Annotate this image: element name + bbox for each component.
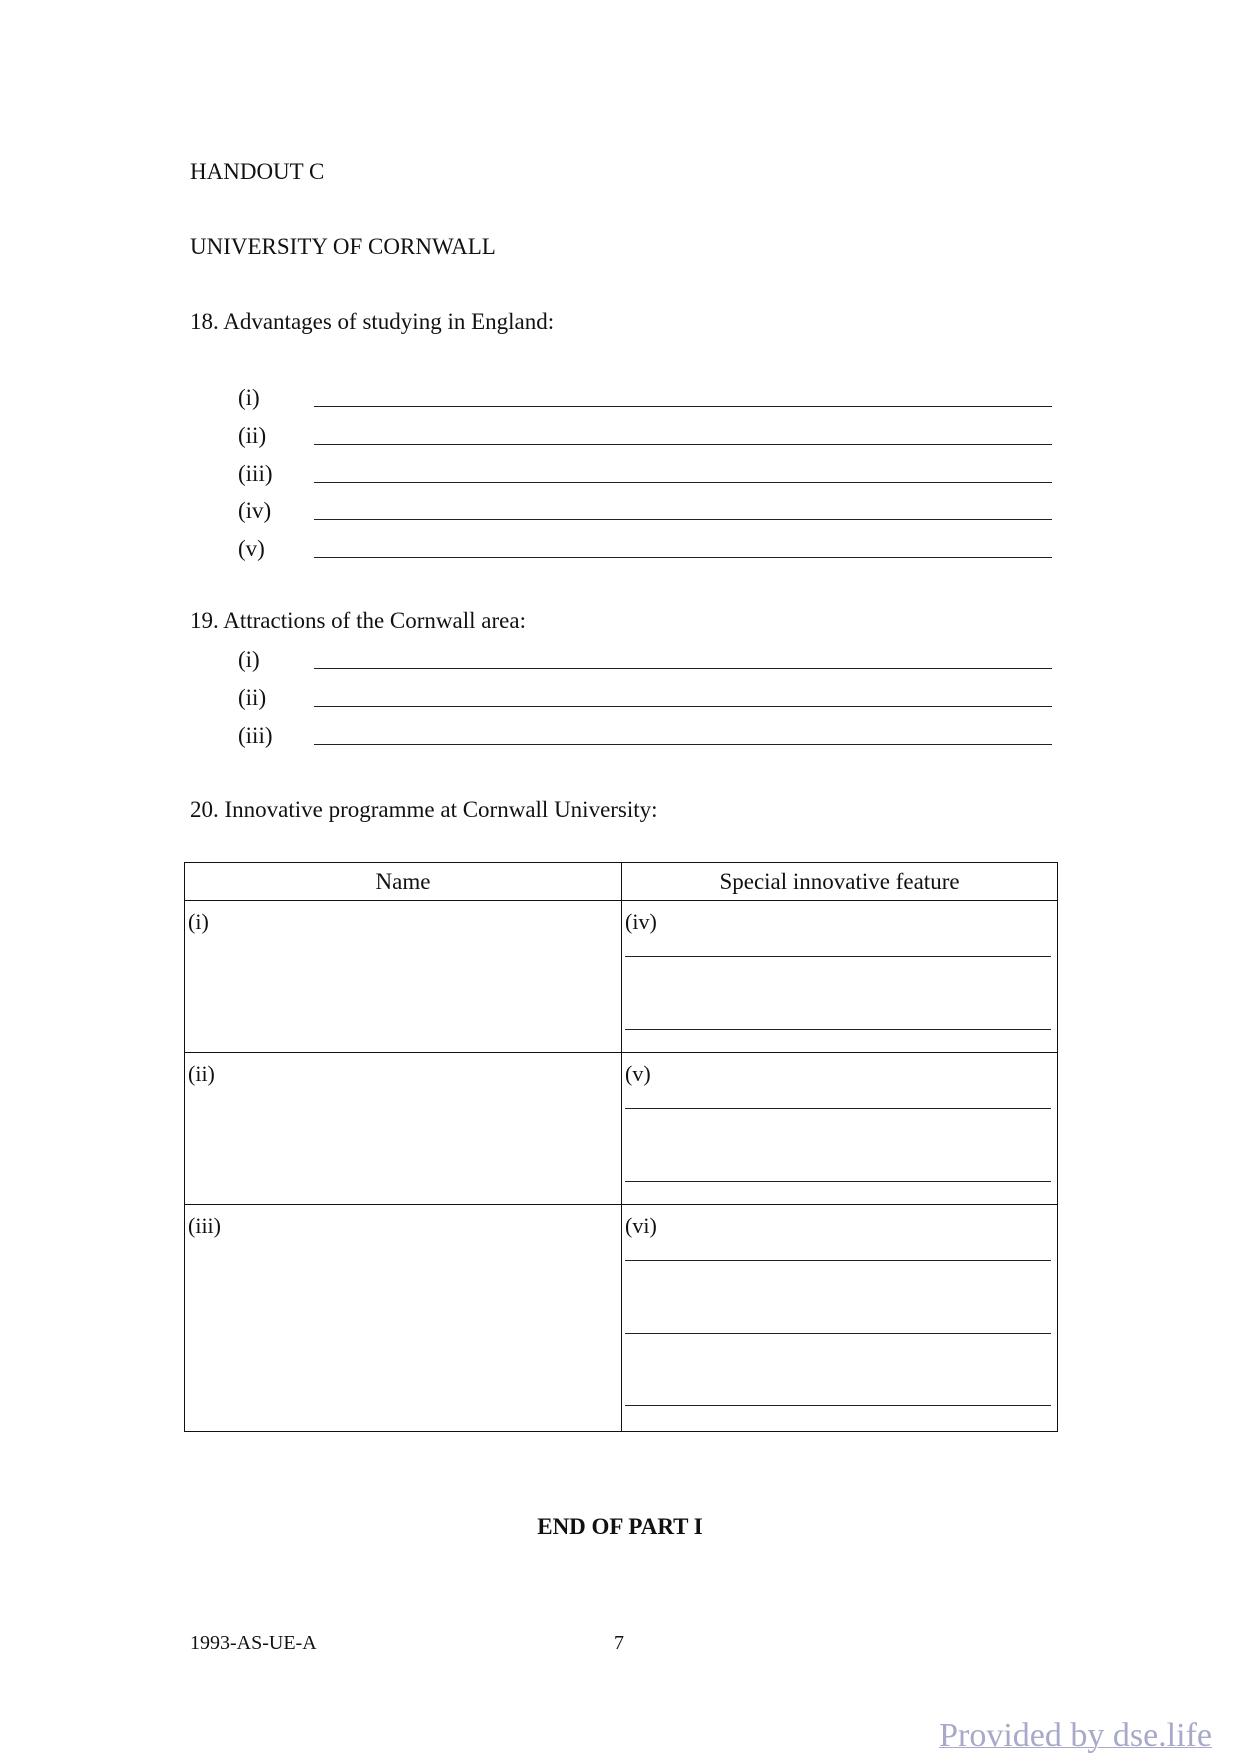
q19-answer-row	[238, 686, 1053, 712]
table-header-row	[185, 863, 1058, 901]
paper-code: 1993-AS-UE-A	[190, 1632, 317, 1654]
question-20-prompt: 20. Innovative programme at Cornwall University:	[190, 797, 658, 822]
q18-answer-line[interactable]	[314, 519, 1052, 520]
q19-answer-row	[238, 648, 1053, 674]
q18-answer-line[interactable]	[314, 406, 1052, 407]
feature-answer-line[interactable]	[625, 1029, 1051, 1030]
question-18-prompt: 18. Advantages of studying in England:	[190, 309, 555, 334]
q19-item-label: (ii)	[238, 685, 267, 710]
name-cell[interactable]	[185, 1205, 622, 1432]
end-of-part-title: END OF PART I	[537, 1514, 703, 1539]
q19-answer-row	[238, 724, 1053, 750]
q18-answer-row	[238, 386, 1053, 412]
feature-answer-line[interactable]	[625, 1405, 1051, 1406]
provided-by-watermark-link[interactable]: Provided by dse.life	[939, 1717, 1212, 1754]
feature-cell-label: (v)	[625, 1061, 651, 1086]
q19-answer-line[interactable]	[314, 706, 1052, 707]
name-cell-label: (iii)	[188, 1213, 221, 1238]
feature-answer-line[interactable]	[625, 1333, 1051, 1334]
feature-cell-label: (iv)	[625, 909, 657, 934]
q18-answer-row	[238, 462, 1053, 488]
page-number: 7	[614, 1632, 624, 1654]
q19-answer-line[interactable]	[314, 744, 1052, 745]
q18-answer-line[interactable]	[314, 482, 1052, 483]
handout-label: HANDOUT C	[190, 159, 325, 184]
q18-answer-line[interactable]	[314, 557, 1052, 558]
feature-cell[interactable]	[622, 1205, 1058, 1432]
name-cell[interactable]	[185, 1053, 622, 1205]
table-row	[185, 1053, 1058, 1205]
q19-item-label: (iii)	[238, 723, 273, 748]
feature-answer-line[interactable]	[625, 956, 1051, 957]
q18-item-label: (i)	[238, 385, 260, 410]
q19-item-label: (i)	[238, 647, 260, 672]
q18-item-label: (iii)	[238, 461, 273, 486]
q18-answer-row	[238, 499, 1053, 525]
programme-table	[184, 862, 1058, 1432]
table-row	[185, 901, 1058, 1053]
q18-item-label: (iv)	[238, 498, 272, 523]
q19-answer-line[interactable]	[314, 668, 1052, 669]
name-cell-label: (ii)	[188, 1061, 215, 1086]
university-name: UNIVERSITY OF CORNWALL	[190, 234, 496, 259]
feature-cell[interactable]	[622, 901, 1058, 1053]
name-cell[interactable]	[185, 901, 622, 1053]
feature-column-header: Special innovative feature	[622, 863, 1058, 901]
q18-answer-row	[238, 537, 1053, 563]
name-column-header: Name	[185, 863, 622, 901]
q18-item-label: (ii)	[238, 423, 267, 448]
q18-item-label: (v)	[238, 536, 265, 561]
table-row	[185, 1205, 1058, 1432]
q18-answer-row	[238, 424, 1053, 450]
feature-answer-line[interactable]	[625, 1260, 1051, 1261]
question-19-prompt: 19. Attractions of the Cornwall area:	[190, 608, 526, 633]
feature-cell-label: (vi)	[625, 1213, 657, 1238]
name-cell-label: (i)	[188, 909, 209, 934]
feature-answer-line[interactable]	[625, 1181, 1051, 1182]
feature-cell[interactable]	[622, 1053, 1058, 1205]
q18-answer-line[interactable]	[314, 444, 1052, 445]
feature-answer-line[interactable]	[625, 1108, 1051, 1109]
